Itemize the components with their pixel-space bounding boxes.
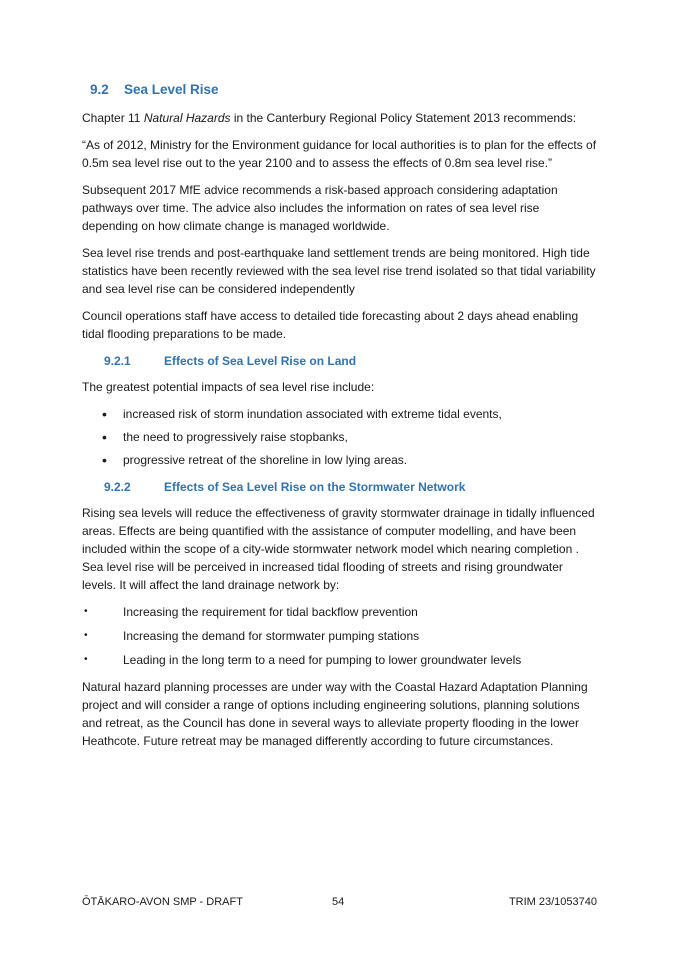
page-body bbox=[82, 80, 597, 759]
list-item bbox=[82, 627, 597, 645]
bullet-icon: • bbox=[102, 452, 107, 468]
footer-page-number: 54 bbox=[332, 896, 345, 908]
closing-paragraph: Natural hazard planning processes are under way with the Coastal Hazard Adaptation Planning project and will consider a range of options including engineering solutions, planning solutions and retreat, as the Council has done in several ways to alleviate property flooding in the lower Heathcote. Future retreat may be managed differently according to future circumstances. bbox=[82, 680, 588, 748]
stormwater-effects-list bbox=[82, 603, 597, 669]
land-lead-paragraph: The greatest potential impacts of sea level rise include: bbox=[82, 380, 375, 394]
trends-paragraph: Sea level rise trends and post-earthquake land settlement trends are being monitored. High tide statistics have been recently reviewed with the sea level rise trend isolated so that tidal variability and sea level rise can be considered independently bbox=[82, 246, 596, 296]
list-item-text: progressive retreat of the shoreline in low lying areas. bbox=[123, 453, 408, 467]
list-item-text: Leading in the long term to a need for pumping to lower groundwater levels bbox=[123, 653, 522, 667]
stormwater-paragraph: Rising sea levels will reduce the effectiveness of gravity stormwater drainage in tidally influenced areas. Effects are being quantified with the assistance of computer modelling, and have been included within the scope of a city-wide stormwater network model which nearing completion . Sea level rise will be perceived in increased tidal flooding of streets and rising groundwater levels. It will affect the land drainage network by: bbox=[82, 506, 595, 592]
bullet-icon: • bbox=[84, 654, 88, 665]
footer-trim-reference: TRIM 23/1053740 bbox=[508, 896, 597, 908]
intro-paragraph bbox=[82, 109, 597, 127]
subsection-heading-land bbox=[82, 352, 597, 370]
list-item bbox=[82, 651, 597, 669]
list-item-text: Increasing the requirement for tidal backflow prevention bbox=[123, 605, 418, 619]
section-title: Sea Level Rise bbox=[124, 82, 219, 97]
list-item bbox=[82, 405, 597, 423]
intro-italic-title: Natural Hazards bbox=[143, 111, 231, 125]
section-number: 9.2 bbox=[90, 82, 109, 97]
subsection-number: 9.2.2 bbox=[104, 480, 131, 494]
subsection-heading-stormwater bbox=[82, 478, 597, 496]
section-heading bbox=[82, 80, 597, 100]
land-impacts-list bbox=[82, 405, 597, 469]
subsection-number: 9.2.1 bbox=[104, 354, 131, 368]
footer-document-title: ŌTĀKARO-AVON SMP - DRAFT bbox=[82, 896, 243, 908]
list-item bbox=[82, 451, 597, 469]
list-item bbox=[82, 603, 597, 621]
list-item-text: increased risk of storm inundation associated with extreme tidal events, bbox=[123, 407, 502, 421]
council-paragraph: Council operations staff have access to detailed tide forecasting about 2 days ahead enabling tidal flooding preparations to be made. bbox=[82, 309, 579, 341]
bullet-icon: • bbox=[84, 630, 88, 641]
bullet-icon: • bbox=[102, 429, 107, 445]
intro-text-pre: Chapter 11 bbox=[82, 111, 144, 125]
bullet-icon: • bbox=[84, 606, 88, 617]
list-item-text: the need to progressively raise stopbanks, bbox=[123, 430, 348, 444]
bullet-icon: • bbox=[102, 406, 107, 422]
quote-paragraph: “As of 2012, Ministry for the Environment guidance for local authorities is to plan for the effects of 0.5m sea level rise out to the year 2100 and to assess the effects of 0.8m sea level rise.” bbox=[82, 138, 597, 170]
advice-paragraph: Subsequent 2017 MfE advice recommends a risk-based approach considering adaptation pathways over time. The advice also includes the information on rates of sea level rise depending on how climate change is managed worldwide. bbox=[82, 183, 558, 233]
subsection-title: Effects of Sea Level Rise on Land bbox=[164, 354, 357, 368]
subsection-title: Effects of Sea Level Rise on the Stormwater Network bbox=[164, 480, 466, 494]
intro-text-post: in the Canterbury Regional Policy Statement 2013 recommends: bbox=[230, 111, 577, 125]
list-item-text: Increasing the demand for stormwater pumping stations bbox=[123, 629, 420, 643]
list-item bbox=[82, 428, 597, 446]
